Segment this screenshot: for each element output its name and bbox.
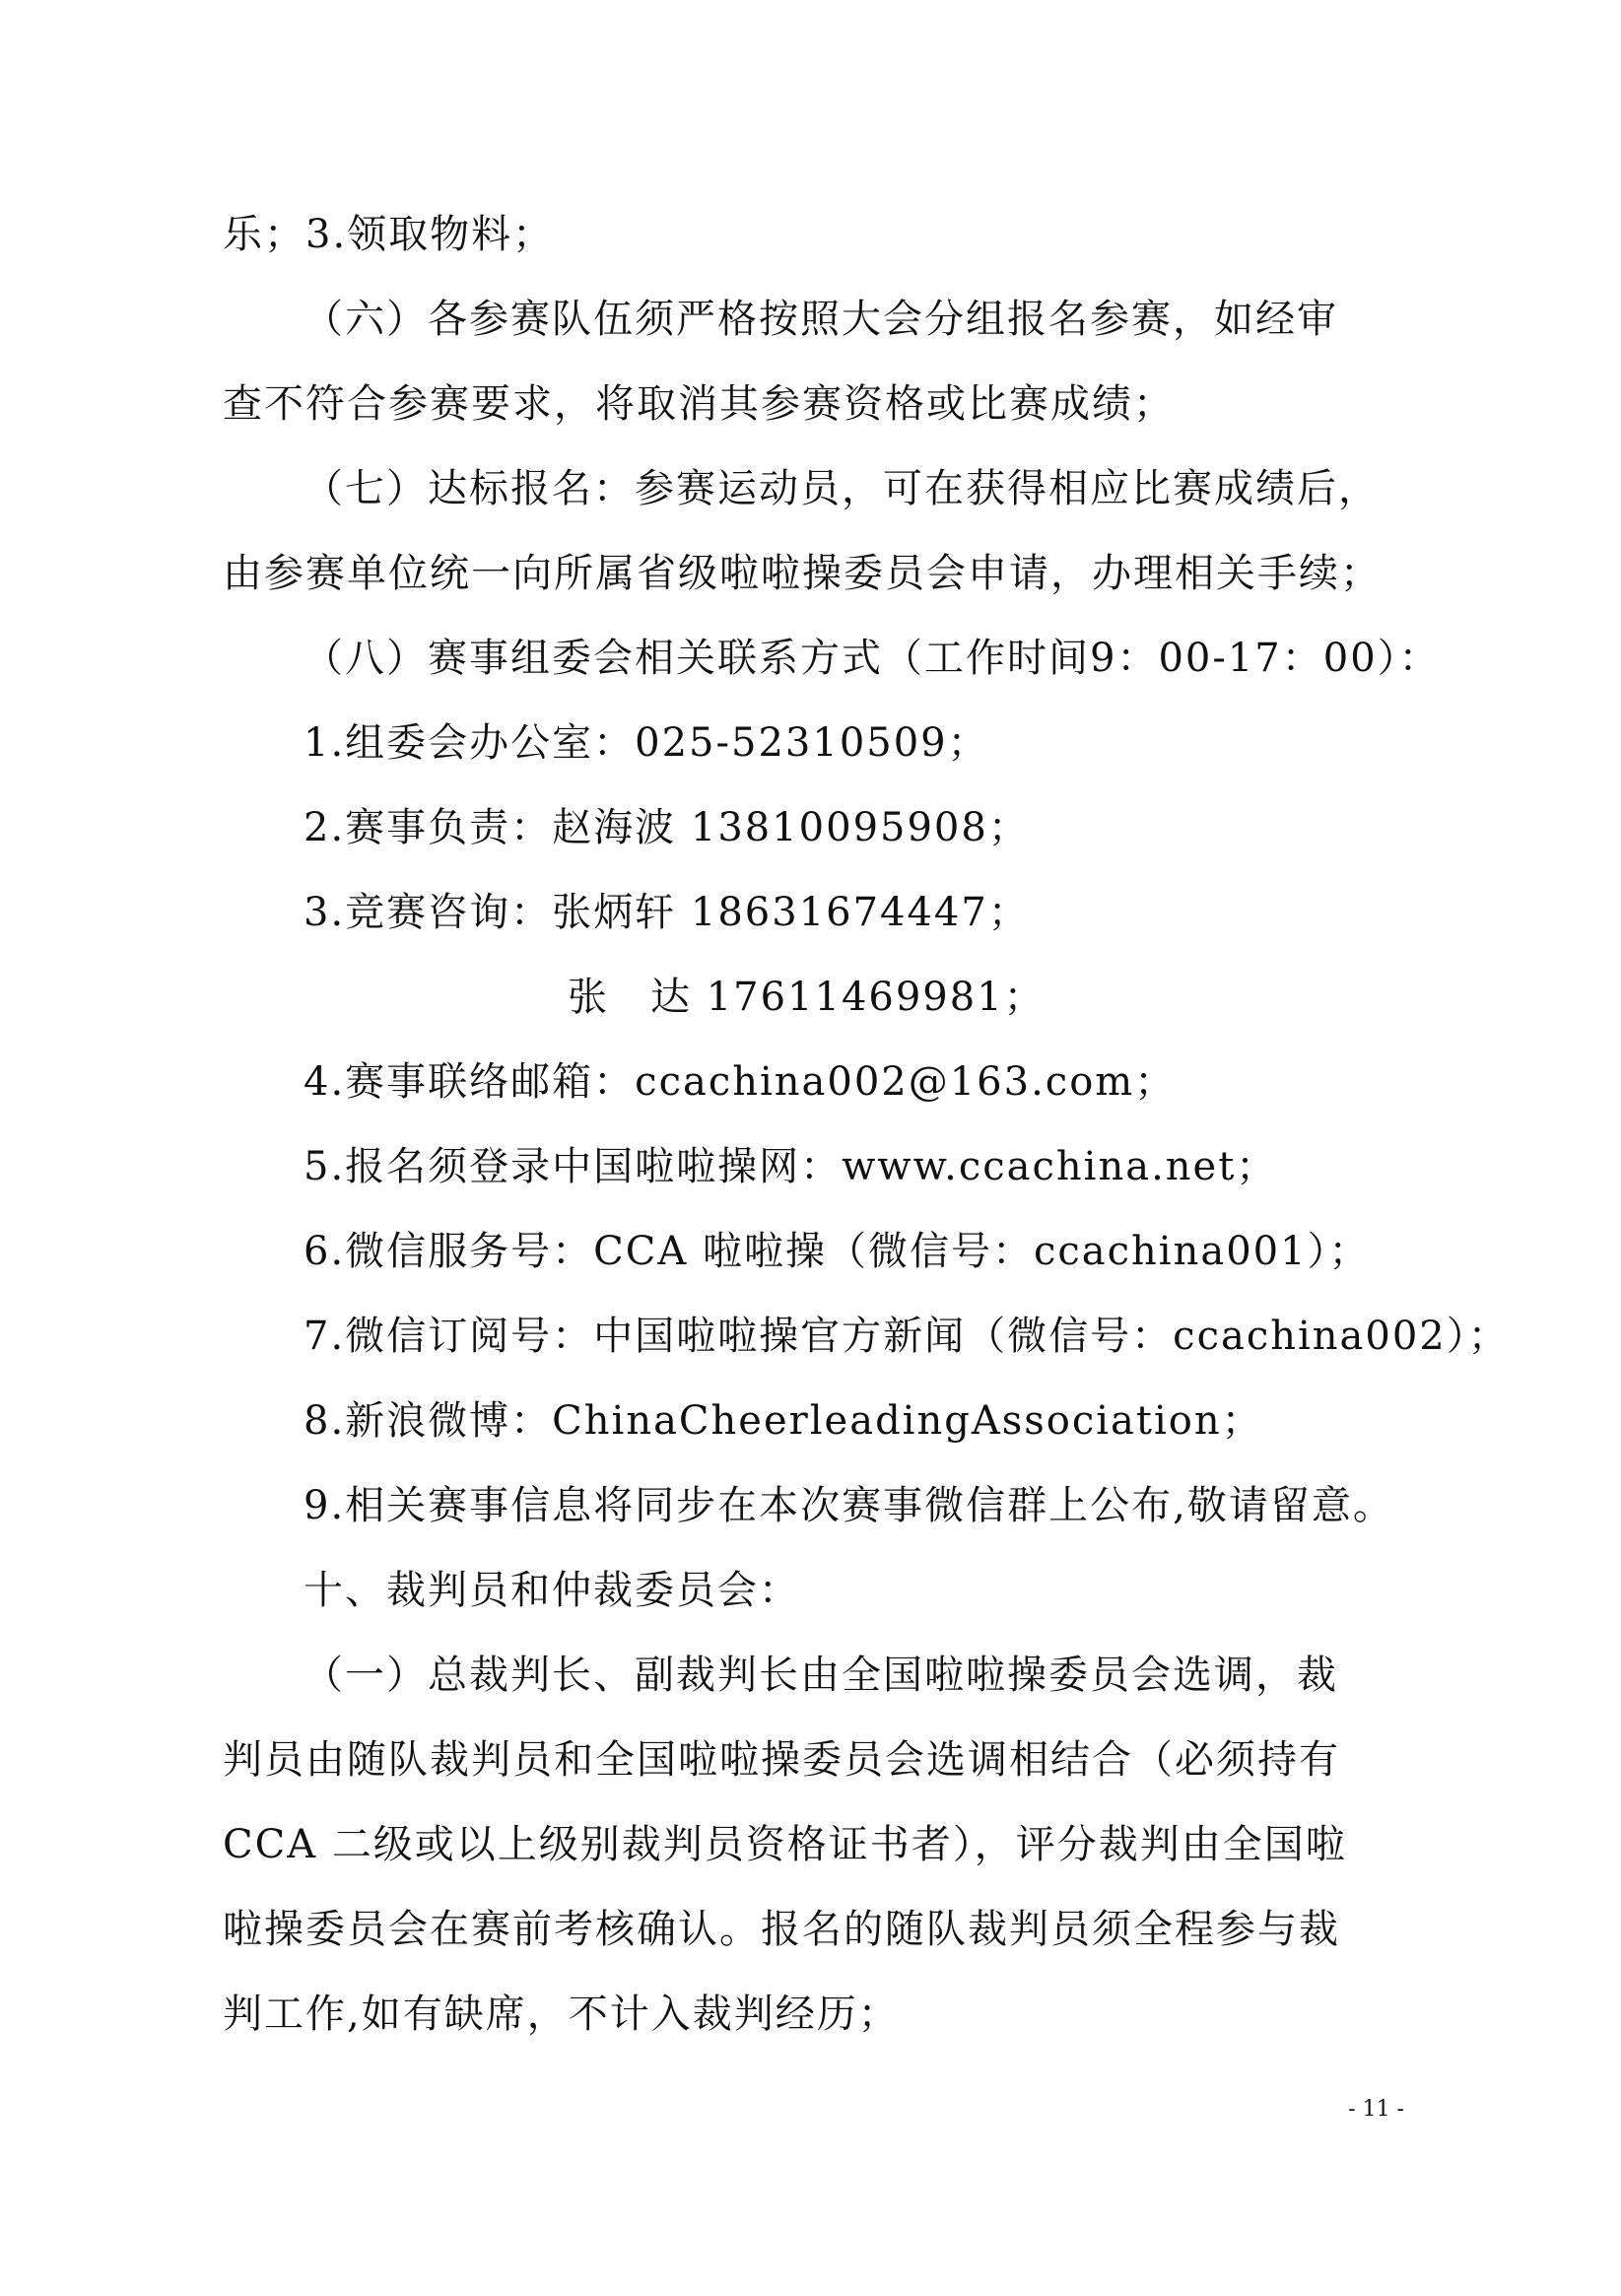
text-line-4: （七）达标报名：参赛运动员，可在获得相应比赛成绩后， <box>304 466 1380 511</box>
text-line-15: 8.新浪微博：ChinaCheerleadingAssociation； <box>304 1398 1263 1444</box>
text-line-5: 由参赛单位统一向所属省级啦啦操委员会申请，办理相关手续； <box>223 551 1382 596</box>
text-line-9: 3.竞赛咨询：张炳轩 18631674447； <box>304 890 1030 935</box>
text-line-14: 7.微信订阅号：中国啦啦操官方新闻（微信号：ccachina002）； <box>304 1314 1510 1359</box>
text-line-20: CCA 二级或以上级别裁判员资格证书者），评分裁判由全国啦 <box>223 1822 1347 1867</box>
text-line-22: 判工作,如有缺席，不计入裁判经历； <box>223 1992 900 2037</box>
text-line-6: （八）赛事组委会相关联系方式（工作时间9：00-17：00）： <box>304 636 1441 681</box>
text-line-18: （一）总裁判长、副裁判长由全国啦啦操委员会选调，裁 <box>304 1653 1338 1698</box>
text-line-11: 4.赛事联络邮箱：ccachina002@163.com； <box>304 1059 1177 1105</box>
text-line-2: （六）各参赛队伍须严格按照大会分组报名参赛，如经审 <box>304 297 1338 342</box>
text-line-21: 啦操委员会在赛前考核确认。报名的随队裁判员须全程参与裁 <box>223 1907 1340 1952</box>
text-line-12: 5.报名须登录中国啦啦操网：www.ccachina.net； <box>304 1144 1278 1189</box>
text-line-13: 6.微信服务号：CCA 啦啦操（微信号：ccachina001）； <box>304 1229 1371 1274</box>
page-number: - 11 - <box>1348 2097 1404 2122</box>
section-heading: 十、裁判员和仲裁委员会： <box>304 1568 800 1613</box>
text-line-1: 乐；3.领取物料； <box>223 212 555 257</box>
text-line-3: 查不符合参赛要求，将取消其参赛资格或比赛成绩； <box>223 381 1175 427</box>
text-line-19: 判员由随队裁判员和全国啦啦操委员会选调相结合（必须持有 <box>223 1737 1340 1783</box>
text-line-10: 张 达 17611469981； <box>568 975 1046 1020</box>
text-line-16: 9.相关赛事信息将同步在本次赛事微信群上公布,敬请留意。 <box>304 1483 1394 1528</box>
text-line-7: 1.组委会办公室：025-52310509； <box>304 720 989 766</box>
text-line-8: 2.赛事负责：赵海波 13810095908； <box>304 805 1030 850</box>
